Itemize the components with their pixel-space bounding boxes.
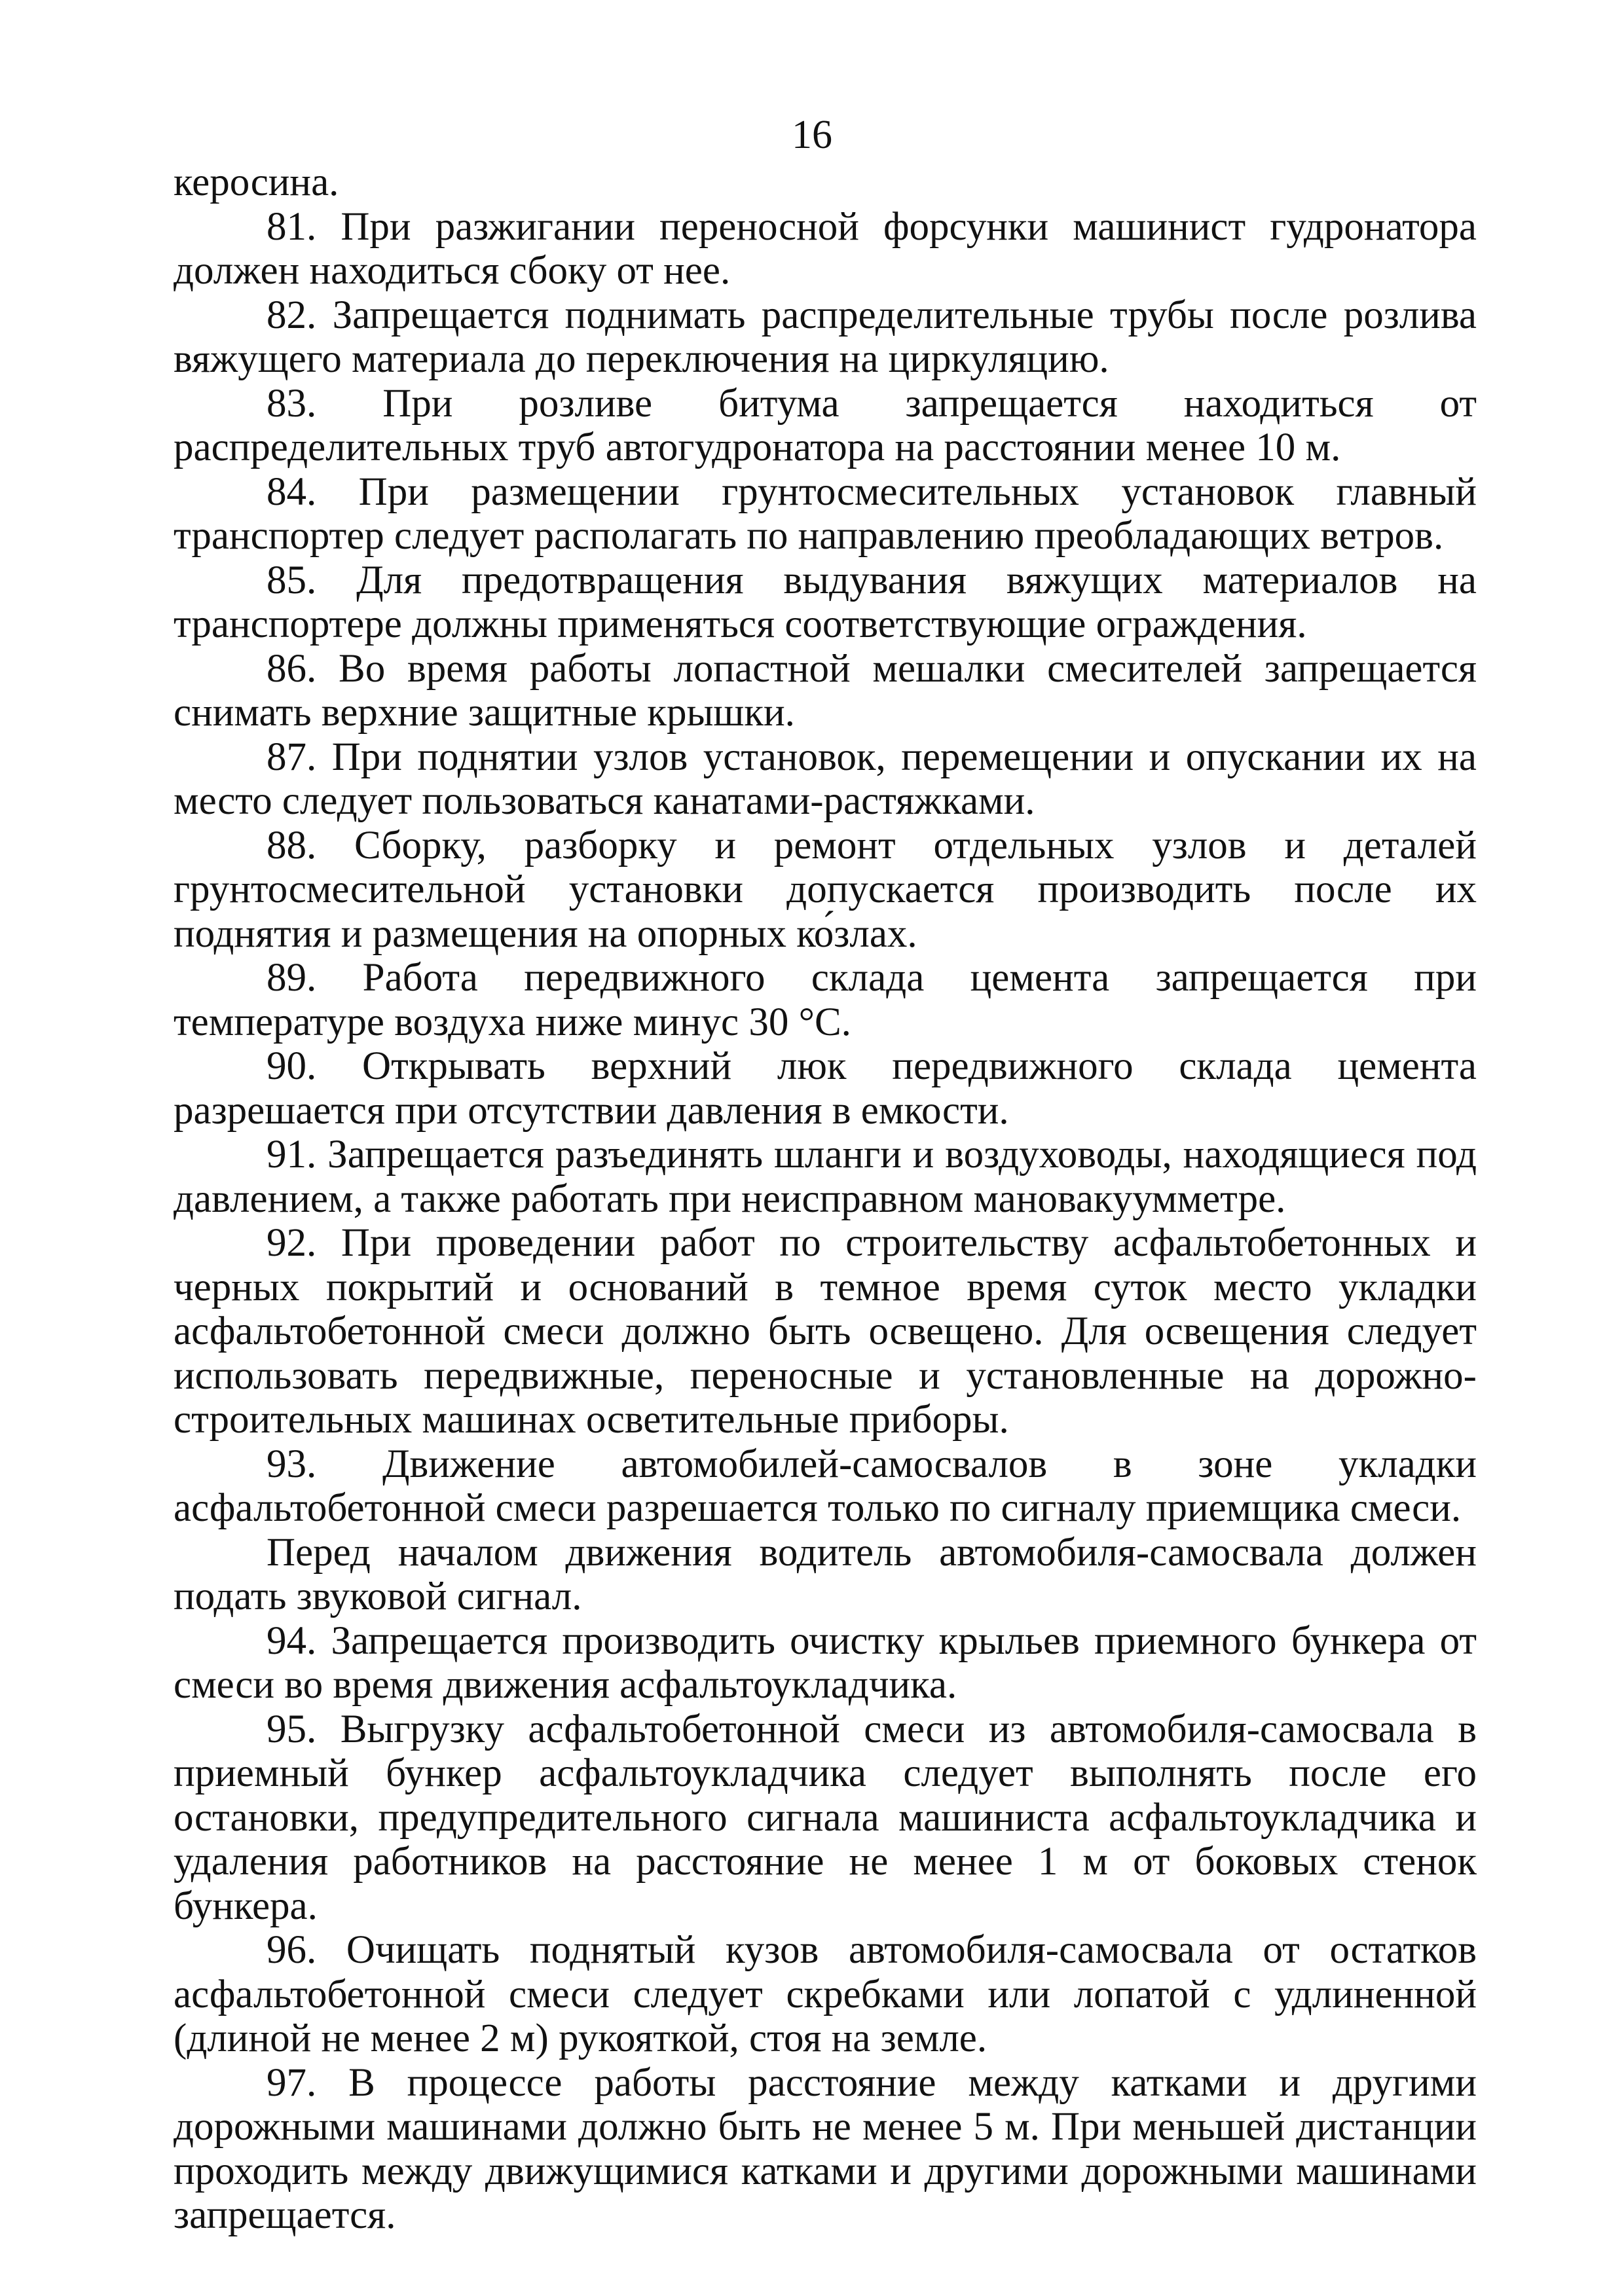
paragraph-item-88 bbox=[174, 824, 1477, 957]
paragraph-text: При проведении работ по строительству асфальтобетонных и черных покрытий и оснований в темное время суток место укладки асфальтобетонной смеси должно быть освещено. Для освещения следует использовать передвижные, переносные и установленные на дорожно-строительных машинах осветительные приборы. bbox=[174, 1221, 1477, 1442]
paragraph-number: 92. bbox=[267, 1221, 317, 1265]
paragraph-item-95 bbox=[174, 1707, 1477, 1929]
page-number: 16 bbox=[792, 113, 832, 157]
paragraph-item-97 bbox=[174, 2061, 1477, 2238]
paragraph-number: 96. bbox=[267, 1928, 317, 1972]
paragraph-number: 93. bbox=[267, 1442, 317, 1486]
document-body bbox=[174, 160, 1477, 2238]
paragraph-number: 81. bbox=[267, 204, 317, 249]
paragraph-continuation bbox=[174, 160, 1477, 205]
paragraph-item-84 bbox=[174, 470, 1477, 558]
paragraph-number: 86. bbox=[267, 646, 317, 691]
paragraph-text: Выгрузку асфальтобетонной смеси из автомобиля-самосвала в приемный бункер асфальтоукладчика следует выполнять после его остановки, предупредительного сигнала машиниста асфальтоукладчика и удаления работников на расстояние не менее 1 м от боковых стенок бункера. bbox=[174, 1707, 1477, 1928]
paragraph-item-92 bbox=[174, 1221, 1477, 1442]
paragraph-text: В процессе работы расстояние между катками и другими дорожными машинами должно быть не менее 5 м. При меньшей дистанции проходить между движущимися катками и другими дорожными машинами запрещается. bbox=[174, 2060, 1477, 2237]
paragraph-number: 95. bbox=[267, 1707, 317, 1751]
paragraph-text: керосина. bbox=[174, 160, 339, 204]
paragraph-item-81 bbox=[174, 205, 1477, 293]
paragraph-number: 84. bbox=[267, 469, 317, 514]
paragraph-text: При поднятии узлов установок, перемещении и опускании их на место следует пользоваться канатами-растяжками. bbox=[174, 735, 1477, 823]
paragraph-item-90 bbox=[174, 1044, 1477, 1133]
paragraph-number: 82. bbox=[267, 293, 317, 337]
paragraph-item-87 bbox=[174, 735, 1477, 824]
paragraph-text: Движение автомобилей-самосвалов в зоне укладки асфальтобетонной смеси разрешается только по сигналу приемщика смеси. bbox=[174, 1442, 1477, 1530]
paragraph-text: Очищать поднятый кузов автомобиля-самосвала от остатков асфальтобетонной смеси следует скребками или лопатой с удлиненной (длиной не менее 2 м) рукояткой, стоя на земле. bbox=[174, 1928, 1477, 2060]
paragraph-number: 88. bbox=[267, 823, 317, 867]
paragraph-item-93 bbox=[174, 1442, 1477, 1531]
paragraph-text: При разжигании переносной форсунки машинист гудронатора должен находиться сбоку от нее. bbox=[174, 204, 1477, 293]
paragraph-number: 97. bbox=[267, 2060, 317, 2105]
paragraph-number: 83. bbox=[267, 381, 317, 426]
paragraph-subitem-93 bbox=[174, 1531, 1477, 1619]
paragraph-number: 87. bbox=[267, 735, 317, 779]
paragraph-text: Работа передвижного склада цемента запрещается при температуре воздуха ниже минус 30 °С. bbox=[174, 956, 1477, 1044]
paragraph-item-89 bbox=[174, 956, 1477, 1044]
paragraph-number: 89. bbox=[267, 956, 317, 1000]
paragraph-item-85 bbox=[174, 558, 1477, 647]
paragraph-number: 91. bbox=[267, 1133, 317, 1176]
paragraph-text: При размещении грунтосмесительных установок главный транспортер следует располагать по направлению преобладающих ветров. bbox=[174, 469, 1477, 558]
paragraph-item-83 bbox=[174, 382, 1477, 470]
paragraph-number: 94. bbox=[267, 1618, 317, 1663]
paragraph-item-82 bbox=[174, 293, 1477, 382]
paragraph-text: Запрещается разъединять шланги и воздуховоды, находящиеся под давлением, а также работать при неисправном мановакуумметре. bbox=[174, 1133, 1477, 1221]
paragraph-number: 85. bbox=[267, 558, 317, 602]
paragraph-item-91 bbox=[174, 1133, 1477, 1221]
paragraph-text: Запрещается поднимать распределительные трубы после розлива вяжущего материала до переключения на циркуляцию. bbox=[174, 293, 1477, 381]
paragraph-text: Открывать верхний люк передвижного склада цемента разрешается при отсутствии давления в емкости. bbox=[174, 1044, 1477, 1133]
paragraph-text: Перед началом движения водитель автомобиля-самосвала должен подать звуковой сигнал. bbox=[174, 1530, 1477, 1618]
paragraph-item-86 bbox=[174, 647, 1477, 735]
paragraph-text: При розливе битума запрещается находиться от распределительных труб автогудронатора на расстоянии менее 10 м. bbox=[174, 381, 1477, 469]
paragraph-text: Для предотвращения выдувания вяжущих материалов на транспортере должны применяться соответствующие ограждения. bbox=[174, 558, 1477, 646]
paragraph-item-94 bbox=[174, 1619, 1477, 1707]
paragraph-text: Во время работы лопастной мешалки смесителей запрещается снимать верхние защитные крышки. bbox=[174, 646, 1477, 735]
paragraph-text: Сборку, разборку и ремонт отдельных узлов и деталей грунтосмесительной установки допускается производить после их поднятия и размещения на опорных ко́злах. bbox=[174, 823, 1477, 956]
paragraph-number: 90. bbox=[267, 1044, 317, 1088]
paragraph-item-96 bbox=[174, 1928, 1477, 2061]
paragraph-text: Запрещается производить очистку крыльев приемного бункера от смеси во время движения асфальтоукладчика. bbox=[174, 1618, 1477, 1707]
